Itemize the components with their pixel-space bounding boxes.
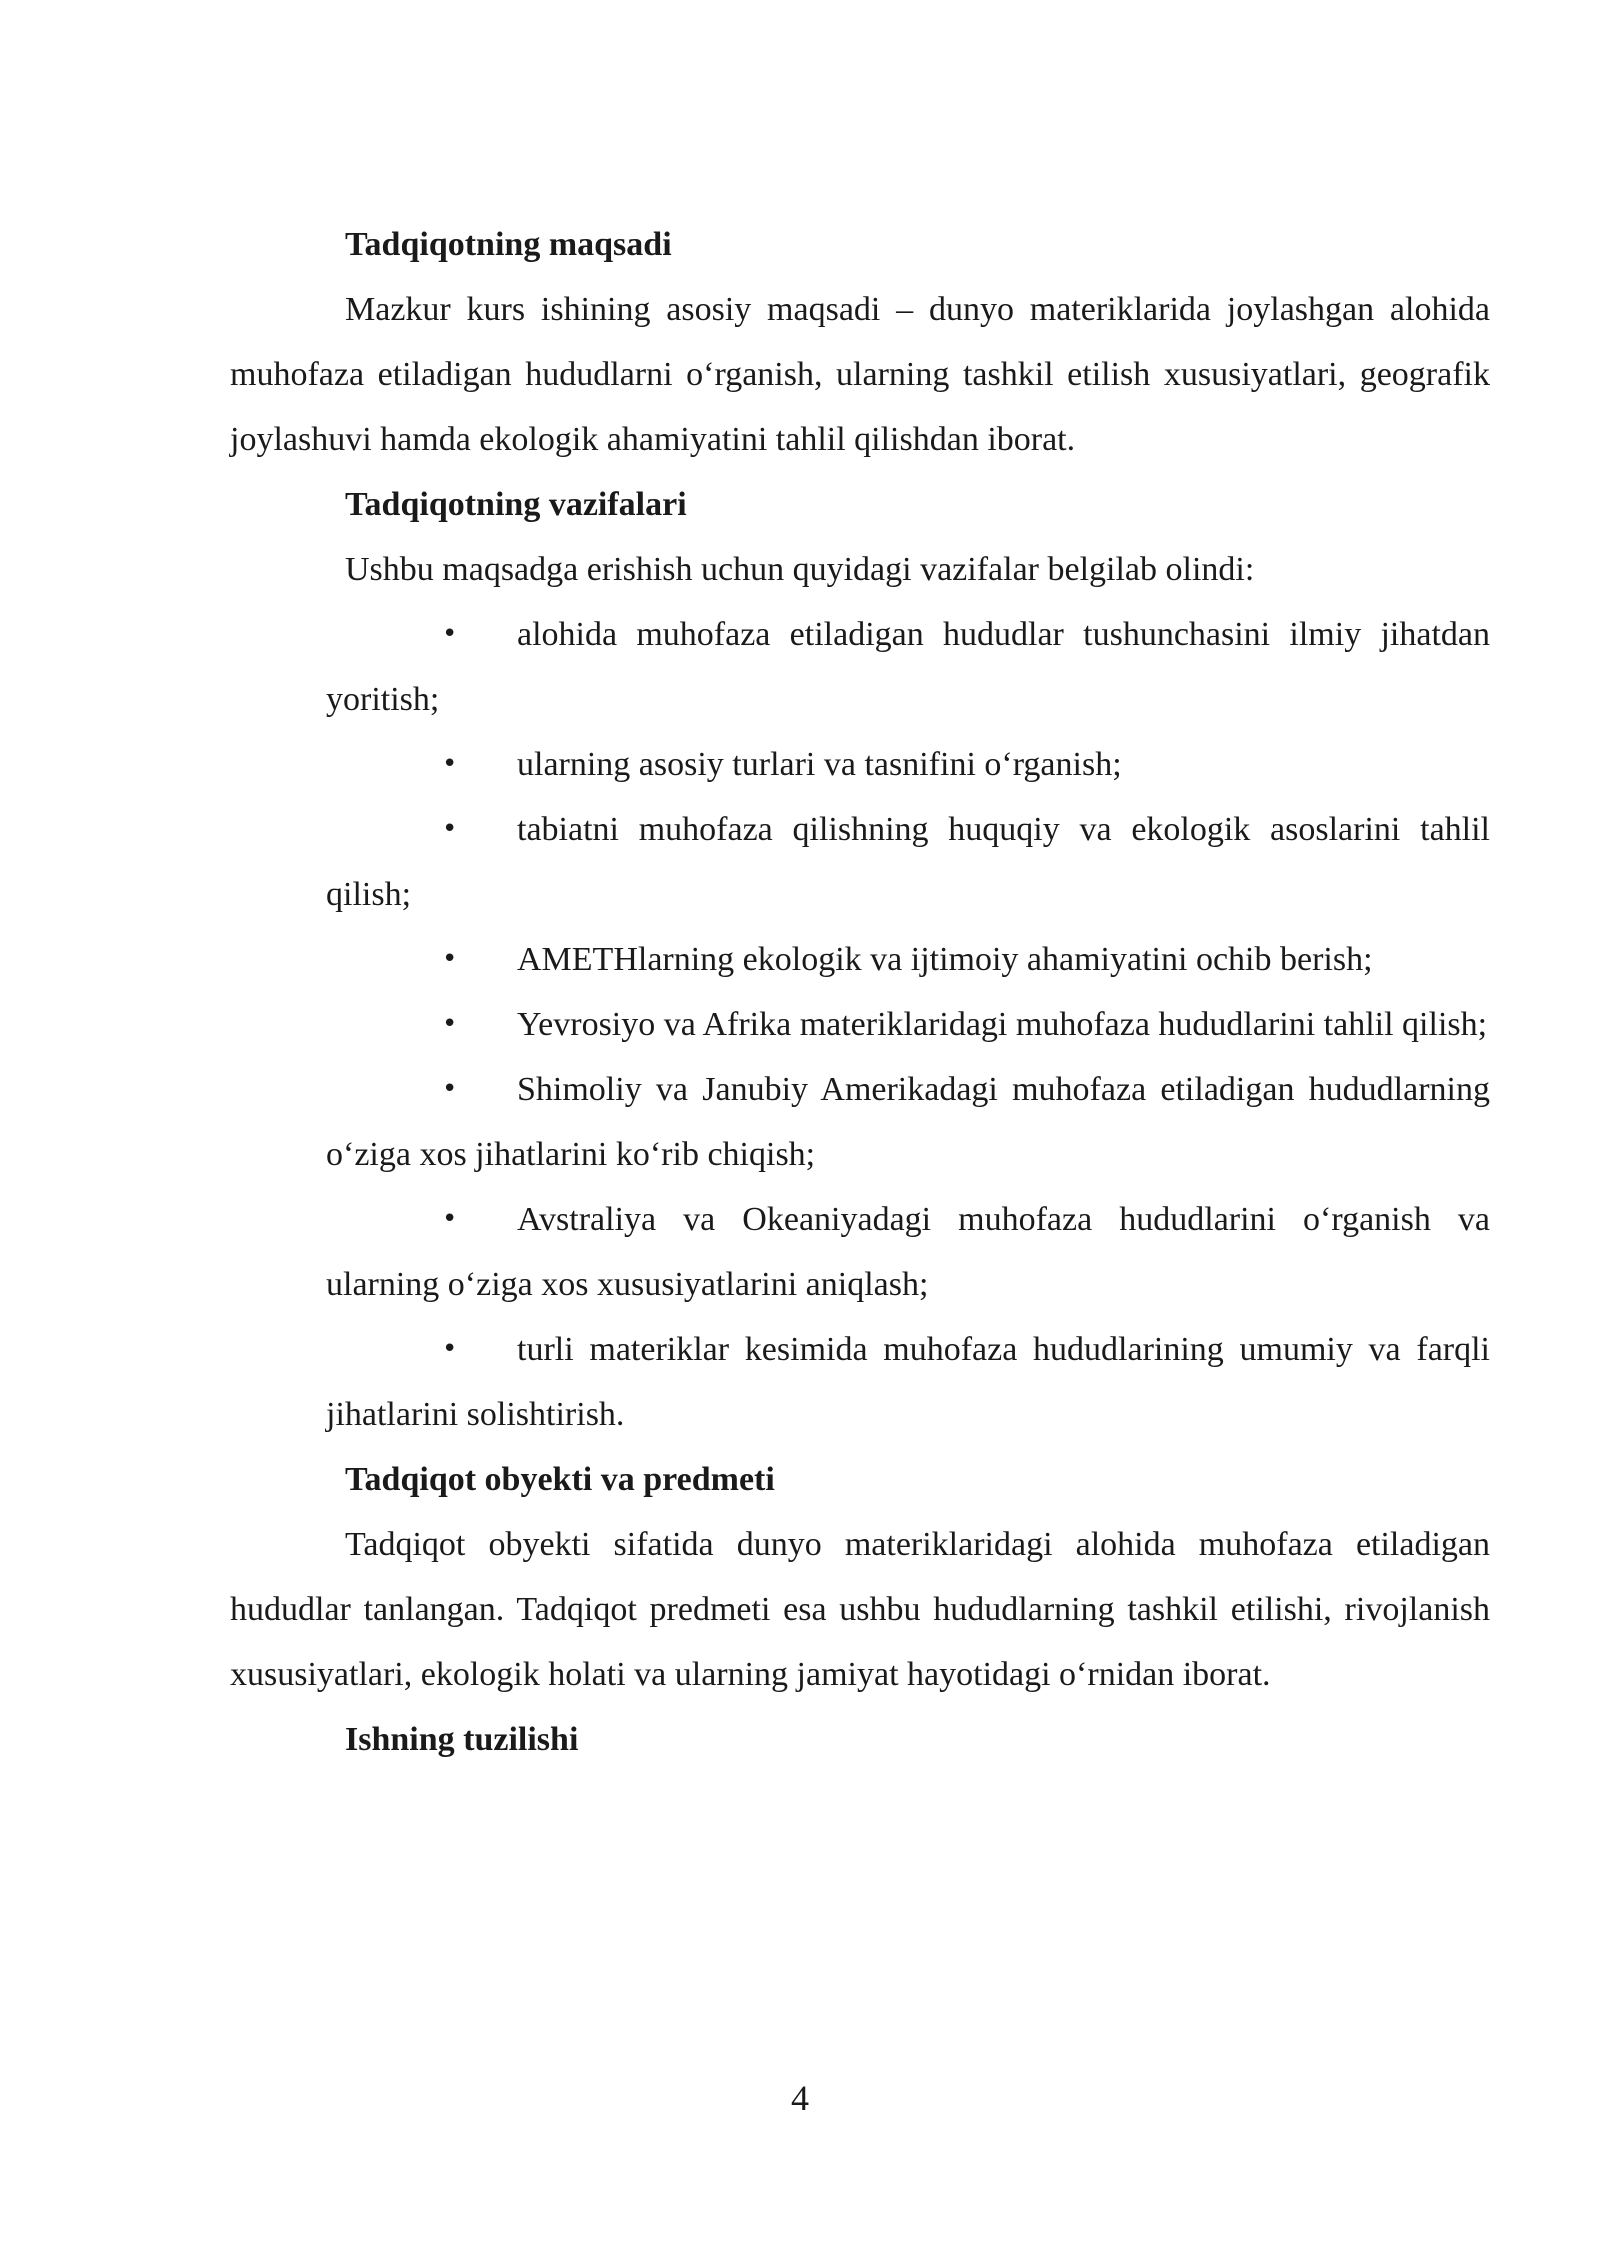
list-item-text: Avstraliya va Okeaniyadagi muhofaza hududlarini o‘rganish va ularning o‘ziga xos xususiyatlarini aniqlash;: [326, 1201, 1490, 1303]
bullet-icon: •: [442, 619, 458, 649]
bullet-icon: •: [442, 1334, 458, 1364]
list-item: [326, 602, 1490, 732]
bullet-icon: •: [442, 1074, 458, 1104]
section-heading-goal: Tadqiqotning maqsadi: [345, 226, 672, 263]
list-item: [326, 927, 1490, 992]
list-item: [326, 992, 1490, 1057]
list-item-text: turli materiklar kesimida muhofaza hududlarining umumiy va farqli jihatlarini solishtirish.: [326, 1331, 1490, 1433]
list-item-text: ularning asosiy turlari va tasnifini o‘rganish;: [517, 746, 1122, 783]
bullet-icon: •: [442, 944, 458, 974]
list-item-text: Yevrosiyo va Afrika materiklaridagi muhofaza hududlarini tahlil qilish;: [517, 1006, 1488, 1043]
list-item: [326, 1057, 1490, 1187]
page-number: 4: [791, 2078, 809, 2118]
list-item-text: tabiatni muhofaza qilishning huquqiy va ekologik asoslarini tahlil qilish;: [326, 811, 1490, 913]
list-item-text: Shimoliy va Janubiy Amerikadagi muhofaza etiladigan hududlarning o‘ziga xos jihatlarini ko‘rib chiqish;: [326, 1071, 1490, 1173]
bullet-icon: •: [442, 1204, 458, 1234]
goal-paragraph: Mazkur kurs ishining asosiy maqsadi – dunyo materiklarida joylashgan alohida muhofaza etiladigan hududlarni o‘rganish, ularning tashkil etilish xususiyatlari, geografik joylashuvi hamda ekologik ahamiyatini tahlil qilishdan iborat.: [230, 291, 1490, 458]
list-item: [326, 1317, 1490, 1447]
list-item-text: alohida muhofaza etiladigan hududlar tushunchasini ilmiy jihatdan yoritish;: [326, 616, 1490, 718]
section-heading-object: Tadqiqot obyekti va predmeti: [345, 1461, 775, 1498]
list-item: [326, 797, 1490, 927]
bullet-icon: •: [442, 814, 458, 844]
list-item: [326, 732, 1490, 797]
bullet-icon: •: [442, 1009, 458, 1039]
object-paragraph: Tadqiqot obyekti sifatida dunyo materiklaridagi alohida muhofaza etiladigan hududlar tanlangan. Tadqiqot predmeti esa ushbu hududlarning tashkil etilishi, rivojlanish xususiyatlari, ekologik holati va ularning jamiyat hayotidagi o‘rnidan iborat.: [230, 1526, 1490, 1693]
bullet-icon: •: [442, 749, 458, 779]
page-content: [230, 212, 1490, 1772]
section-heading-structure: Ishning tuzilishi: [345, 1721, 579, 1758]
section-heading-tasks: Tadqiqotning vazifalari: [345, 486, 687, 523]
list-item: [326, 1187, 1490, 1317]
tasks-list: [230, 602, 1490, 1447]
tasks-intro: Ushbu maqsadga erishish uchun quyidagi vazifalar belgilab olindi:: [345, 551, 1255, 588]
list-item-text: AMETHlarning ekologik va ijtimoiy ahamiyatini ochib berish;: [517, 941, 1373, 978]
